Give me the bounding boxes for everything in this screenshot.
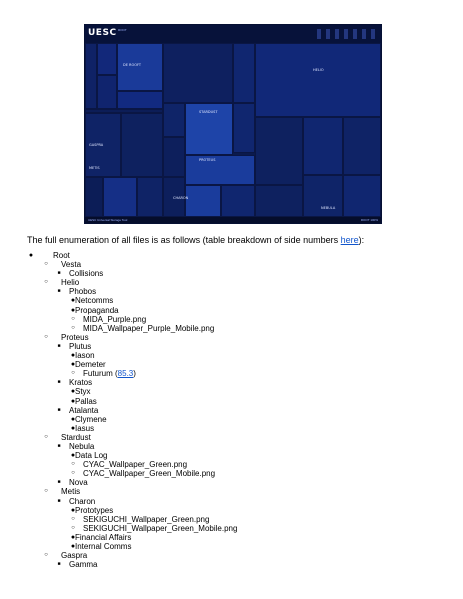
file-tree-text: Data Log	[75, 451, 108, 461]
treemap-cell	[255, 117, 303, 185]
file-tree-text: Collisions	[69, 269, 104, 279]
treemap-cell	[163, 43, 233, 103]
circle-bullet-icon: ○	[44, 433, 48, 440]
disc-bullet-icon: ●	[70, 415, 76, 423]
treemap-cell	[233, 103, 255, 153]
file-tree-text: Styx	[75, 387, 91, 397]
file-tree-label	[75, 306, 119, 315]
treemap-label: HELIO	[313, 68, 324, 72]
disc-bullet-icon: ●	[70, 388, 76, 396]
file-tree-text: Futurum (	[83, 369, 118, 379]
file-tree-text: Metis	[61, 487, 81, 497]
file-tree-text: Root	[53, 251, 70, 260]
treemap-cell	[103, 177, 137, 217]
square-bullet-icon: ■	[57, 479, 61, 486]
file-tree-text: Netcomms	[75, 296, 114, 306]
disc-bullet-icon: ●	[70, 543, 76, 550]
file-tree-label	[69, 287, 96, 296]
file-tree-text: Helio	[61, 278, 80, 288]
file-tree-label	[75, 506, 113, 515]
file-tree-label	[61, 278, 79, 287]
circle-bullet-icon: ○	[44, 261, 48, 268]
file-tree-label	[83, 369, 136, 378]
file-tree-text: Proteus	[61, 332, 89, 342]
treemap-footer	[85, 217, 381, 223]
circle-bullet-icon: ○	[44, 488, 48, 495]
treemap-cell	[117, 43, 163, 91]
intro-text: The full enumeration of all files is as follows (table breakdown of side numbers	[27, 235, 341, 245]
treemap-cell	[221, 185, 255, 217]
treemap-cell	[163, 103, 185, 137]
file-tree-label	[75, 296, 113, 305]
file-tree-label	[75, 415, 107, 424]
circle-bullet-icon: ○	[71, 324, 75, 331]
disc-bullet-icon: ●	[70, 397, 76, 405]
file-tree-label	[69, 342, 91, 351]
file-tree-text: MIDA_Purple.png	[83, 314, 147, 324]
file-tree-text: Plutus	[69, 341, 92, 351]
file-tree-text: CYAC_Wallpaper_Green.png	[83, 460, 188, 470]
treemap-cell	[137, 177, 163, 217]
file-tree-label	[69, 378, 92, 387]
file-tree-text: CYAC_Wallpaper_Green_Mobile.png	[83, 469, 216, 479]
file-tree-text: Prototypes	[75, 505, 114, 515]
intro-paragraph	[27, 235, 364, 245]
disc-bullet-icon: ●	[70, 533, 76, 541]
file-tree-text: Charon	[69, 496, 96, 506]
file-tree-label	[75, 360, 106, 369]
square-bullet-icon: ■	[57, 497, 61, 504]
file-tree-text: Gaspra	[61, 551, 88, 561]
file-tree-label	[83, 324, 214, 333]
square-bullet-icon: ■	[57, 270, 61, 277]
file-tree-label	[75, 451, 107, 460]
here-link[interactable]: here	[340, 235, 359, 245]
treemap-cell	[343, 117, 381, 175]
file-tree-text: Kratos	[69, 378, 93, 388]
file-tree-label	[83, 524, 237, 533]
circle-bullet-icon: ○	[71, 315, 75, 322]
file-tree-text: SEKIGUCHI_Wallpaper_Green.png	[83, 514, 210, 524]
treemap-cell	[163, 137, 185, 177]
disc-bullet-icon: ●	[70, 424, 76, 432]
disc-bullet-icon: ●	[70, 452, 76, 460]
file-tree-label	[69, 406, 98, 415]
file-tree-text: MIDA_Wallpaper_Purple_Mobile.png	[83, 323, 215, 333]
file-tree-label	[75, 351, 95, 360]
circle-bullet-icon: ○	[44, 552, 48, 559]
file-tree-label	[83, 469, 215, 478]
treemap-cell	[85, 43, 97, 109]
side-number-link[interactable]: 85.3	[117, 369, 134, 379]
disc-bullet-icon: ●	[70, 352, 76, 360]
file-tree-text: Propaganda	[75, 305, 119, 315]
file-tree-label	[69, 560, 97, 569]
square-bullet-icon: ■	[57, 406, 61, 413]
circle-bullet-icon: ○	[71, 515, 75, 522]
treemap-header-controls	[317, 29, 377, 39]
treemap-cell	[85, 177, 103, 217]
treemap-label: GASPRA	[89, 143, 104, 147]
disc-bullet-icon: ●	[70, 361, 76, 369]
treemap-cell	[185, 155, 255, 185]
file-tree-label	[69, 442, 94, 451]
file-tree-text: Stardust	[61, 432, 91, 442]
treemap-cell	[117, 91, 163, 109]
square-bullet-icon: ■	[57, 561, 61, 568]
file-tree-label	[83, 515, 209, 524]
file-tree-label	[61, 487, 80, 496]
treemap-label: METIS	[89, 166, 100, 170]
treemap-cell	[233, 43, 255, 103]
file-tree-text: Demeter	[75, 360, 106, 370]
file-tree-label	[69, 269, 103, 278]
square-bullet-icon: ■	[57, 288, 61, 295]
square-bullet-icon: ■	[57, 442, 61, 449]
circle-bullet-icon: ○	[71, 461, 75, 468]
file-tree-label	[61, 260, 81, 269]
file-tree-text-end: )	[133, 369, 136, 379]
file-tree-label	[75, 424, 94, 433]
square-bullet-icon: ■	[57, 379, 61, 386]
circle-bullet-icon: ○	[44, 279, 48, 286]
file-tree-label	[75, 387, 91, 396]
treemap-cell	[303, 175, 343, 217]
file-tree-label	[69, 497, 95, 506]
disc-bullet-icon: ●	[70, 506, 76, 514]
treemap-cell	[97, 75, 117, 109]
file-tree-text: Iasus	[75, 423, 95, 433]
treemap-label: DE ROOFT	[123, 63, 142, 67]
file-tree-label	[83, 460, 187, 469]
circle-bullet-icon: ○	[44, 333, 48, 340]
file-tree-text: Clymene	[75, 414, 107, 424]
file-tree-label	[53, 251, 70, 260]
disc-bullet-icon: ●	[70, 297, 76, 305]
treemap-cell	[97, 43, 117, 75]
file-tree-text: Atalanta	[69, 405, 99, 415]
treemap-label: CHARON	[173, 196, 189, 200]
square-bullet-icon: ■	[57, 342, 61, 349]
circle-bullet-icon: ○	[71, 524, 75, 531]
file-tree-text: Financial Affairs	[75, 532, 132, 542]
circle-bullet-icon: ○	[71, 470, 75, 477]
file-tree-text: Gamma	[69, 560, 98, 570]
file-tree-text: Nebula	[69, 441, 95, 451]
file-tree-label	[75, 542, 131, 551]
treemap-label: NEBULA	[321, 206, 336, 210]
treemap-header	[85, 25, 381, 43]
treemap-cell	[303, 117, 343, 175]
file-tree-label	[61, 551, 87, 560]
treemap-footer-left: UESC Universal Storage Tool	[88, 218, 128, 222]
treemap-cell	[121, 113, 163, 177]
file-tree-text: Vesta	[61, 260, 82, 270]
file-tree-label	[61, 433, 91, 442]
file-tree-text: Iason	[75, 351, 95, 361]
file-tree-label	[69, 478, 88, 487]
intro-text-end: ):	[358, 235, 365, 245]
file-tree-text: SEKIGUCHI_Wallpaper_Green_Mobile.png	[83, 523, 238, 533]
treemap-cell	[255, 185, 303, 217]
file-tree-text: Phobos	[69, 287, 97, 297]
file-tree-label	[75, 397, 97, 406]
disc-bullet-icon: ●	[28, 252, 34, 259]
file-tree-label	[83, 315, 146, 324]
file-tree-label	[75, 533, 131, 542]
treemap-footer-right: ROOT 100%	[360, 218, 378, 222]
treemap-label: STARDUST	[199, 110, 218, 114]
disc-bullet-icon: ●	[70, 306, 76, 314]
file-tree-label	[61, 333, 89, 342]
file-tree-text: Internal Comms	[75, 542, 132, 551]
treemap-cell	[343, 175, 381, 217]
file-tree-text: Nova	[69, 478, 88, 488]
treemap-screenshot	[84, 24, 382, 224]
treemap-cell	[185, 185, 221, 217]
treemap-label: PROTEUS	[199, 158, 216, 162]
file-tree-text: Pallas	[75, 396, 97, 406]
treemap-cell	[255, 43, 381, 117]
treemap-subtitle: ROOT	[118, 28, 127, 32]
uesc-logo: UESC	[88, 28, 117, 38]
circle-bullet-icon: ○	[71, 370, 75, 377]
